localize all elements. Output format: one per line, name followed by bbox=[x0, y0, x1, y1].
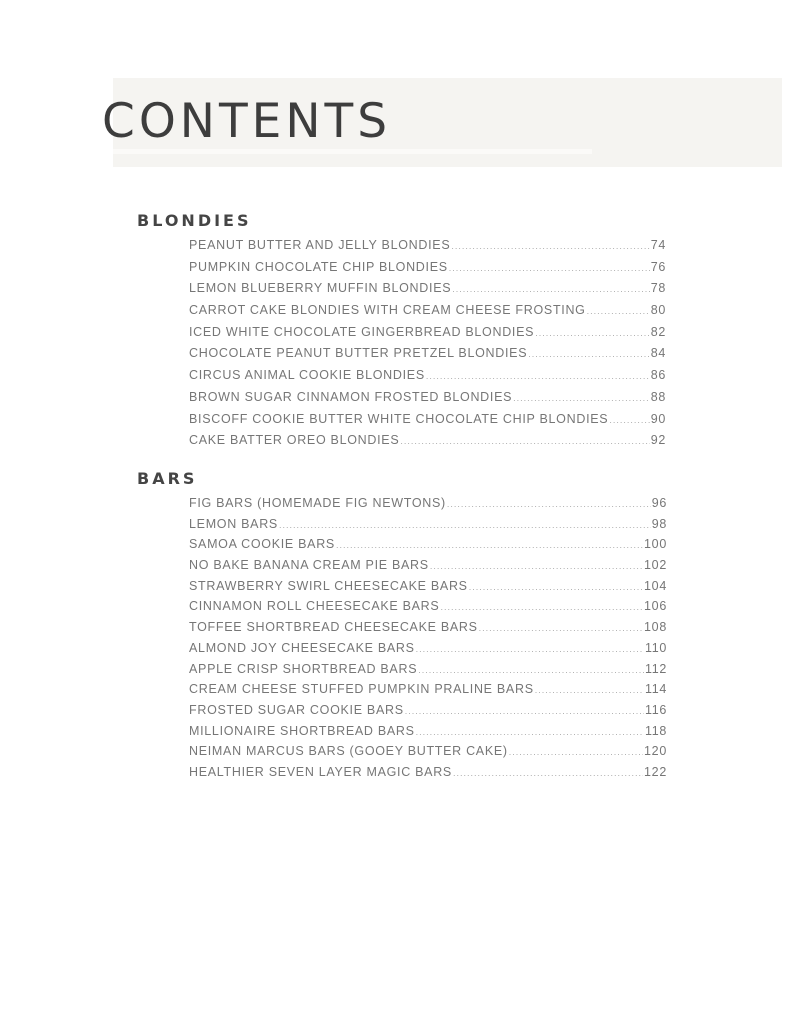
toc-entry[interactable] bbox=[189, 325, 666, 347]
dot-leader bbox=[451, 241, 649, 251]
dot-leader bbox=[528, 349, 649, 359]
toc-page-number: 104 bbox=[644, 578, 667, 593]
toc-page-number: 106 bbox=[644, 599, 667, 614]
toc-entry-title: BISCOFF COOKIE BUTTER WHITE CHOCOLATE CHIP BLONDIES bbox=[189, 411, 609, 426]
dot-leader bbox=[416, 727, 644, 737]
toc-page-number: 92 bbox=[650, 433, 666, 448]
toc-page-number: 116 bbox=[644, 702, 667, 717]
toc-entry-title: BROWN SUGAR CINNAMON FROSTED BLONDIES bbox=[189, 389, 513, 404]
toc-entry-title: SAMOA COOKIE BARS bbox=[189, 537, 335, 552]
dot-leader bbox=[453, 768, 643, 778]
toc-entry-title: LEMON BARS bbox=[189, 516, 278, 531]
toc-entry-title: NO BAKE BANANA CREAM PIE BARS bbox=[189, 558, 429, 573]
dot-leader bbox=[400, 436, 649, 446]
toc-entry[interactable] bbox=[189, 433, 666, 455]
toc-entry[interactable] bbox=[189, 765, 667, 786]
dot-leader bbox=[452, 284, 649, 294]
toc-entry-title: ICED WHITE CHOCOLATE GINGERBREAD BLONDIES bbox=[189, 324, 535, 339]
dot-leader bbox=[426, 371, 650, 381]
dot-leader bbox=[440, 602, 643, 612]
toc-list-blondies bbox=[189, 238, 666, 455]
toc-entry-title: CARROT CAKE BLONDIES WITH CREAM CHEESE FROSTING bbox=[189, 303, 586, 318]
dot-leader bbox=[447, 499, 651, 509]
toc-page-number: 110 bbox=[644, 640, 667, 655]
toc-entry-title: FROSTED SUGAR COOKIE BARS bbox=[189, 702, 404, 717]
toc-entry[interactable] bbox=[189, 260, 666, 282]
toc-entry[interactable] bbox=[189, 620, 667, 641]
section-heading-blondies: BLONDIES bbox=[137, 211, 252, 230]
dot-leader bbox=[469, 582, 643, 592]
toc-page-number: 122 bbox=[644, 764, 667, 779]
dot-leader bbox=[513, 393, 650, 403]
toc-entry-title: PUMPKIN CHOCOLATE CHIP BLONDIES bbox=[189, 259, 448, 274]
toc-entry[interactable] bbox=[189, 641, 667, 662]
toc-page-number: 88 bbox=[650, 389, 666, 404]
toc-entry[interactable] bbox=[189, 281, 666, 303]
section-heading-bars: BARS bbox=[137, 469, 198, 488]
toc-entry[interactable] bbox=[189, 412, 666, 434]
toc-page-number: 102 bbox=[644, 558, 667, 573]
toc-entry-title: STRAWBERRY SWIRL CHEESECAKE BARS bbox=[189, 578, 468, 593]
dot-leader bbox=[405, 706, 644, 716]
toc-page-number: 84 bbox=[650, 346, 666, 361]
toc-entry-title: FIG BARS (HOMEMADE FIG NEWTONS) bbox=[189, 496, 446, 510]
toc-entry-title: MILLIONAIRE SHORTBREAD BARS bbox=[189, 723, 415, 738]
toc-entry-title: CINNAMON ROLL CHEESECAKE BARS bbox=[189, 599, 440, 614]
dot-leader bbox=[535, 328, 650, 338]
toc-page-number: 82 bbox=[650, 324, 666, 339]
toc-page-number: 78 bbox=[650, 281, 666, 296]
toc-entry[interactable] bbox=[189, 238, 666, 260]
toc-entry[interactable] bbox=[189, 599, 667, 620]
dot-leader bbox=[449, 263, 650, 273]
toc-entry[interactable] bbox=[189, 744, 667, 765]
toc-entry-title: APPLE CRISP SHORTBREAD BARS bbox=[189, 661, 418, 676]
dot-leader bbox=[535, 685, 644, 695]
dot-leader bbox=[609, 415, 649, 425]
toc-entry[interactable] bbox=[189, 368, 666, 390]
toc-entry[interactable] bbox=[189, 346, 666, 368]
toc-entry[interactable] bbox=[189, 724, 667, 745]
toc-entry-title: LEMON BLUEBERRY MUFFIN BLONDIES bbox=[189, 281, 452, 296]
toc-page-number: 112 bbox=[644, 661, 667, 676]
toc-entry[interactable] bbox=[189, 579, 667, 600]
toc-list-bars bbox=[189, 496, 667, 786]
toc-page-number: 96 bbox=[651, 496, 667, 510]
toc-entry-title: HEALTHIER SEVEN LAYER MAGIC BARS bbox=[189, 764, 452, 779]
toc-entry[interactable] bbox=[189, 517, 667, 538]
toc-page-number: 90 bbox=[650, 411, 666, 426]
toc-page-number: 76 bbox=[650, 259, 666, 274]
dot-leader bbox=[418, 665, 644, 675]
toc-page-number: 74 bbox=[650, 238, 666, 252]
dot-leader bbox=[509, 747, 643, 757]
toc-page-number: 80 bbox=[650, 303, 666, 318]
toc-entry[interactable] bbox=[189, 682, 667, 703]
toc-entry-title: CIRCUS ANIMAL COOKIE BLONDIES bbox=[189, 368, 425, 383]
toc-entry-title: PEANUT BUTTER AND JELLY BLONDIES bbox=[189, 238, 451, 252]
toc-entry-title: NEIMAN MARCUS BARS (GOOEY BUTTER CAKE) bbox=[189, 744, 508, 759]
toc-page-number: 108 bbox=[644, 620, 667, 635]
toc-entry-title: ALMOND JOY CHEESECAKE BARS bbox=[189, 640, 415, 655]
toc-entry-title: CHOCOLATE PEANUT BUTTER PRETZEL BLONDIES bbox=[189, 346, 528, 361]
toc-entry[interactable] bbox=[189, 390, 666, 412]
toc-entry[interactable] bbox=[189, 303, 666, 325]
toc-entry[interactable] bbox=[189, 537, 667, 558]
toc-page-number: 120 bbox=[644, 744, 667, 759]
toc-page-number: 98 bbox=[651, 516, 667, 531]
page-title: CONTENTS bbox=[102, 94, 392, 149]
dot-leader bbox=[279, 520, 651, 530]
toc-entry-title: TOFFEE SHORTBREAD CHEESECAKE BARS bbox=[189, 620, 478, 635]
toc-entry[interactable] bbox=[189, 662, 667, 683]
dot-leader bbox=[587, 306, 650, 316]
dot-leader bbox=[416, 644, 644, 654]
toc-entry[interactable] bbox=[189, 496, 667, 517]
toc-page-number: 118 bbox=[644, 723, 667, 738]
toc-entry[interactable] bbox=[189, 558, 667, 579]
dot-leader bbox=[336, 540, 643, 550]
toc-entry[interactable] bbox=[189, 703, 667, 724]
toc-page-number: 100 bbox=[644, 537, 667, 552]
dot-leader bbox=[430, 561, 643, 571]
toc-entry-title: CREAM CHEESE STUFFED PUMPKIN PRALINE BARS bbox=[189, 682, 534, 697]
dot-leader bbox=[479, 623, 643, 633]
toc-entry-title: CAKE BATTER OREO BLONDIES bbox=[189, 433, 400, 448]
toc-page-number: 114 bbox=[644, 682, 667, 697]
toc-page-number: 86 bbox=[650, 368, 666, 383]
